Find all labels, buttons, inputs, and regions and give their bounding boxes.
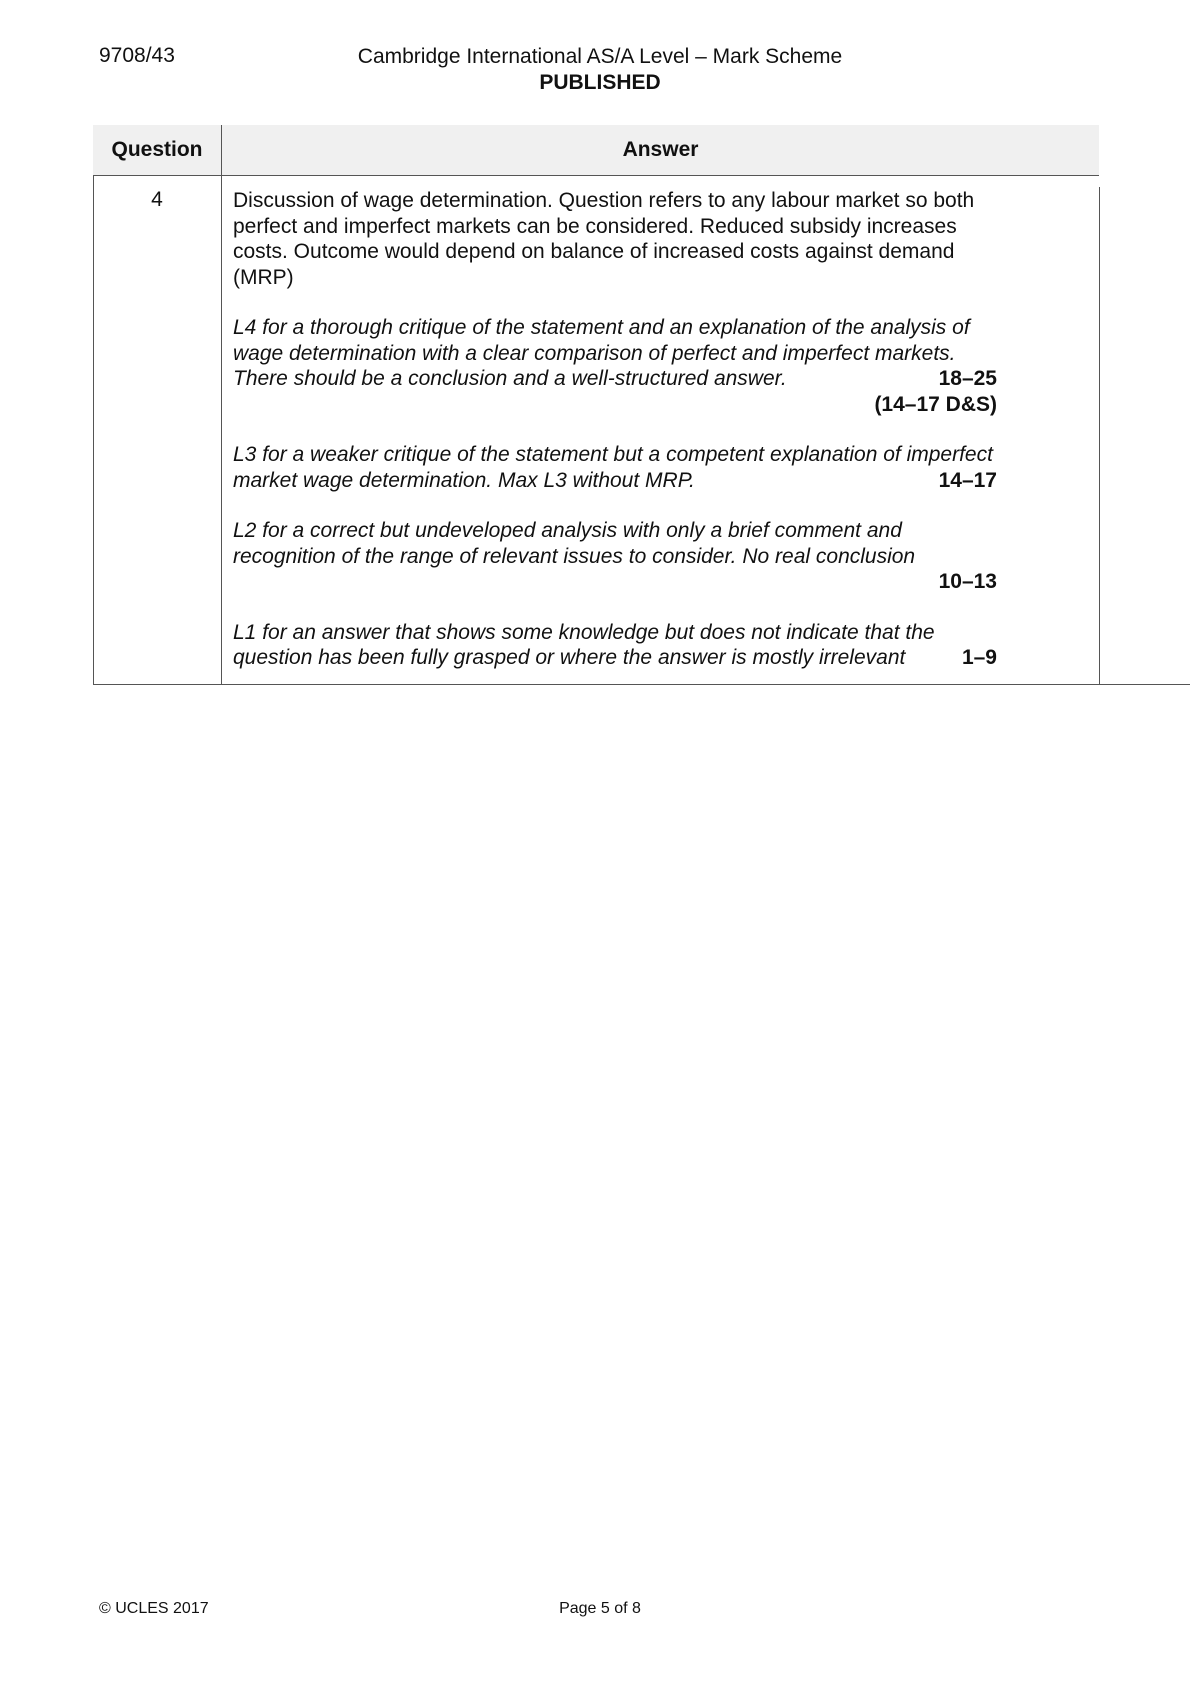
- table-column-divider: [221, 125, 222, 685]
- footer-copyright: © UCLES 2017: [99, 1600, 209, 1617]
- level-4-mark-ds: (14–17 D&S): [874, 392, 997, 416]
- header-status: PUBLISHED: [539, 71, 661, 94]
- table-header-bottom-border: [93, 175, 1099, 176]
- level-2-text: L2 for a correct but undeveloped analysis with only a brief comment and recognition of the range of relevant issues to consider. No real conclusion: [233, 519, 916, 568]
- level-1-text: L1 for an answer that shows some knowledge but does not indicate that the question has been fully grasped or where the answer is mostly irrelevant: [233, 620, 935, 669]
- level-3-mark: 14–17: [938, 468, 997, 492]
- header-title: Cambridge International AS/A Level – Mark Scheme: [357, 45, 843, 68]
- question-number: 4: [151, 188, 163, 211]
- table-answer-right-border: [1099, 187, 1100, 685]
- level-3-text: L3 for a weaker critique of the statement but a competent explanation of imperfect market wage determination. Max L3 without MRP.: [233, 443, 993, 492]
- answer-column-header: Answer: [222, 125, 1099, 175]
- level-4-text: L4 for a thorough critique of the statement and an explanation of the analysis of wage determination with a clear comparison of perfect and imperfect markets. There should be a conclusion and a well-structured answer.: [233, 316, 970, 390]
- table-border-bottom: [93, 684, 1190, 685]
- answer-intro: Discussion of wage determination. Question refers to any labour market so both perfect and imperfect markets can be considered. Reduced subsidy increases costs. Outcome would depend on balance of increased costs against demand (MRP): [233, 189, 975, 289]
- question-column-header: Question: [93, 125, 221, 175]
- level-2-descriptor: [233, 518, 997, 595]
- level-1-descriptor: [233, 620, 997, 671]
- level-2-mark: 10–13: [938, 570, 997, 593]
- footer-page-number: Page 5 of 8: [559, 1600, 641, 1617]
- level-1-mark: 1–9: [961, 646, 997, 669]
- level-4-descriptor: [233, 315, 997, 417]
- level-3-descriptor: [233, 442, 997, 493]
- level-4-mark: 18–25: [938, 367, 997, 390]
- page-header: [300, 44, 900, 96]
- mark-scheme-table: [93, 125, 1107, 685]
- exam-code: 9708/43: [99, 44, 175, 67]
- answer-content: [233, 188, 997, 671]
